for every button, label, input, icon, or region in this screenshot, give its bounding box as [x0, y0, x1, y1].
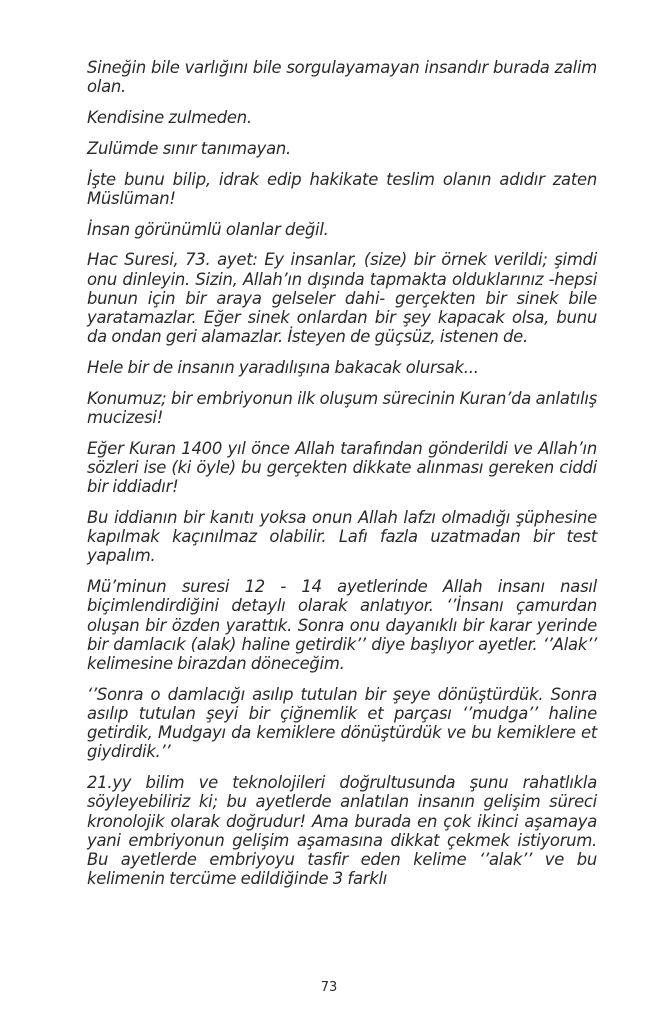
paragraph: İşte bunu bilip, idrak edip hakikate teslim olanın adıdır zaten Müslüman!: [87, 169, 597, 208]
paragraph: İnsan görünümlü olanlar değil.: [87, 219, 329, 239]
paragraph: Hele bir de insanın yaradılışına bakacak olursak...: [87, 358, 479, 377]
paragraph: Zulümde sınır tanımayan.: [87, 138, 291, 158]
body-text: [87, 58, 597, 900]
paragraph: 21.yy bilim ve teknolojileri doğrultusunda şunu rahatlıkla söyleyebiliriz ki; bu ayetlerde anlatılan insanın gelişim süreci kronolojik olarak doğrudur! Ama burada en çok ikinci aşamaya yani embriyonun gelişim aşamasına dikkat çekmek istiyorum. Bu ayetlerde embriyoyu tasfir eden kelime ‘’alak’’ ve bu kelimenin tercüme edildiğinde 3 farklı: [87, 773, 597, 889]
paragraph: Sineğin bile varlığını bile sorgulayamayan insandır burada zalim olan.: [87, 58, 597, 97]
paragraph: Kendisine zulmeden.: [87, 108, 252, 127]
paragraph: Eğer Kuran 1400 yıl önce Allah tarafından gönderildi ve Allah’ın sözleri ise (ki öyle) bu gerçekten dikkate alınması gereken ciddi bir iddiadır!: [87, 438, 597, 497]
page-number: 73: [320, 980, 338, 995]
paragraph: Hac Suresi, 73. ayet: Ey insanlar, (size) bir örnek verildi; şimdi onu dinleyin. Sizin, Allah’ın dışında tapmakta olduklarınız -hepsi bunun için bir araya gelseler dahi- gerçekten bir sinek bile yaratamazlar. Eğer sinek onlardan bir şey kapacak olsa, bunu da ondan geri alamazlar. İsteyen de güçsüz, istenen de.: [87, 250, 597, 347]
paragraph: Konumuz; bir embriyonun ilk oluşum sürecinin Kuran’da anlatılış mucizesi!: [87, 388, 597, 427]
paragraph: Bu iddianın bir kanıtı yoksa onun Allah lafzı olmadığı şüphesine kapılmak kaçınılmaz olabilir. Lafı fazla uzatmadan bir test yapalım.: [87, 508, 597, 566]
paragraph: Mü’minun suresi 12 - 14 ayetlerinde Allah insanı nasıl biçimlendirdiğini detaylı olarak anlatıyor. ‘’İnsanı çamurdan oluşan bir özden yarattık. Sonra onu dayanıklı bir karar yerinde bir damlacık (alak) haline getirdik’’ diye başlıyor ayetler. ‘’Alak’’ kelimesine birazdan döneceğim.: [87, 577, 597, 674]
paragraph: ‘’Sonra o damlacığı asılıp tutulan bir şeye dönüştürdük. Sonra asılıp tutulan şeyi bir çiğnemlik et parçası ‘’mudga’’ haline getirdik, Mudgayı da kemiklere dönüştürdük ve bu kemiklere et giydirdik.’’: [87, 684, 597, 762]
